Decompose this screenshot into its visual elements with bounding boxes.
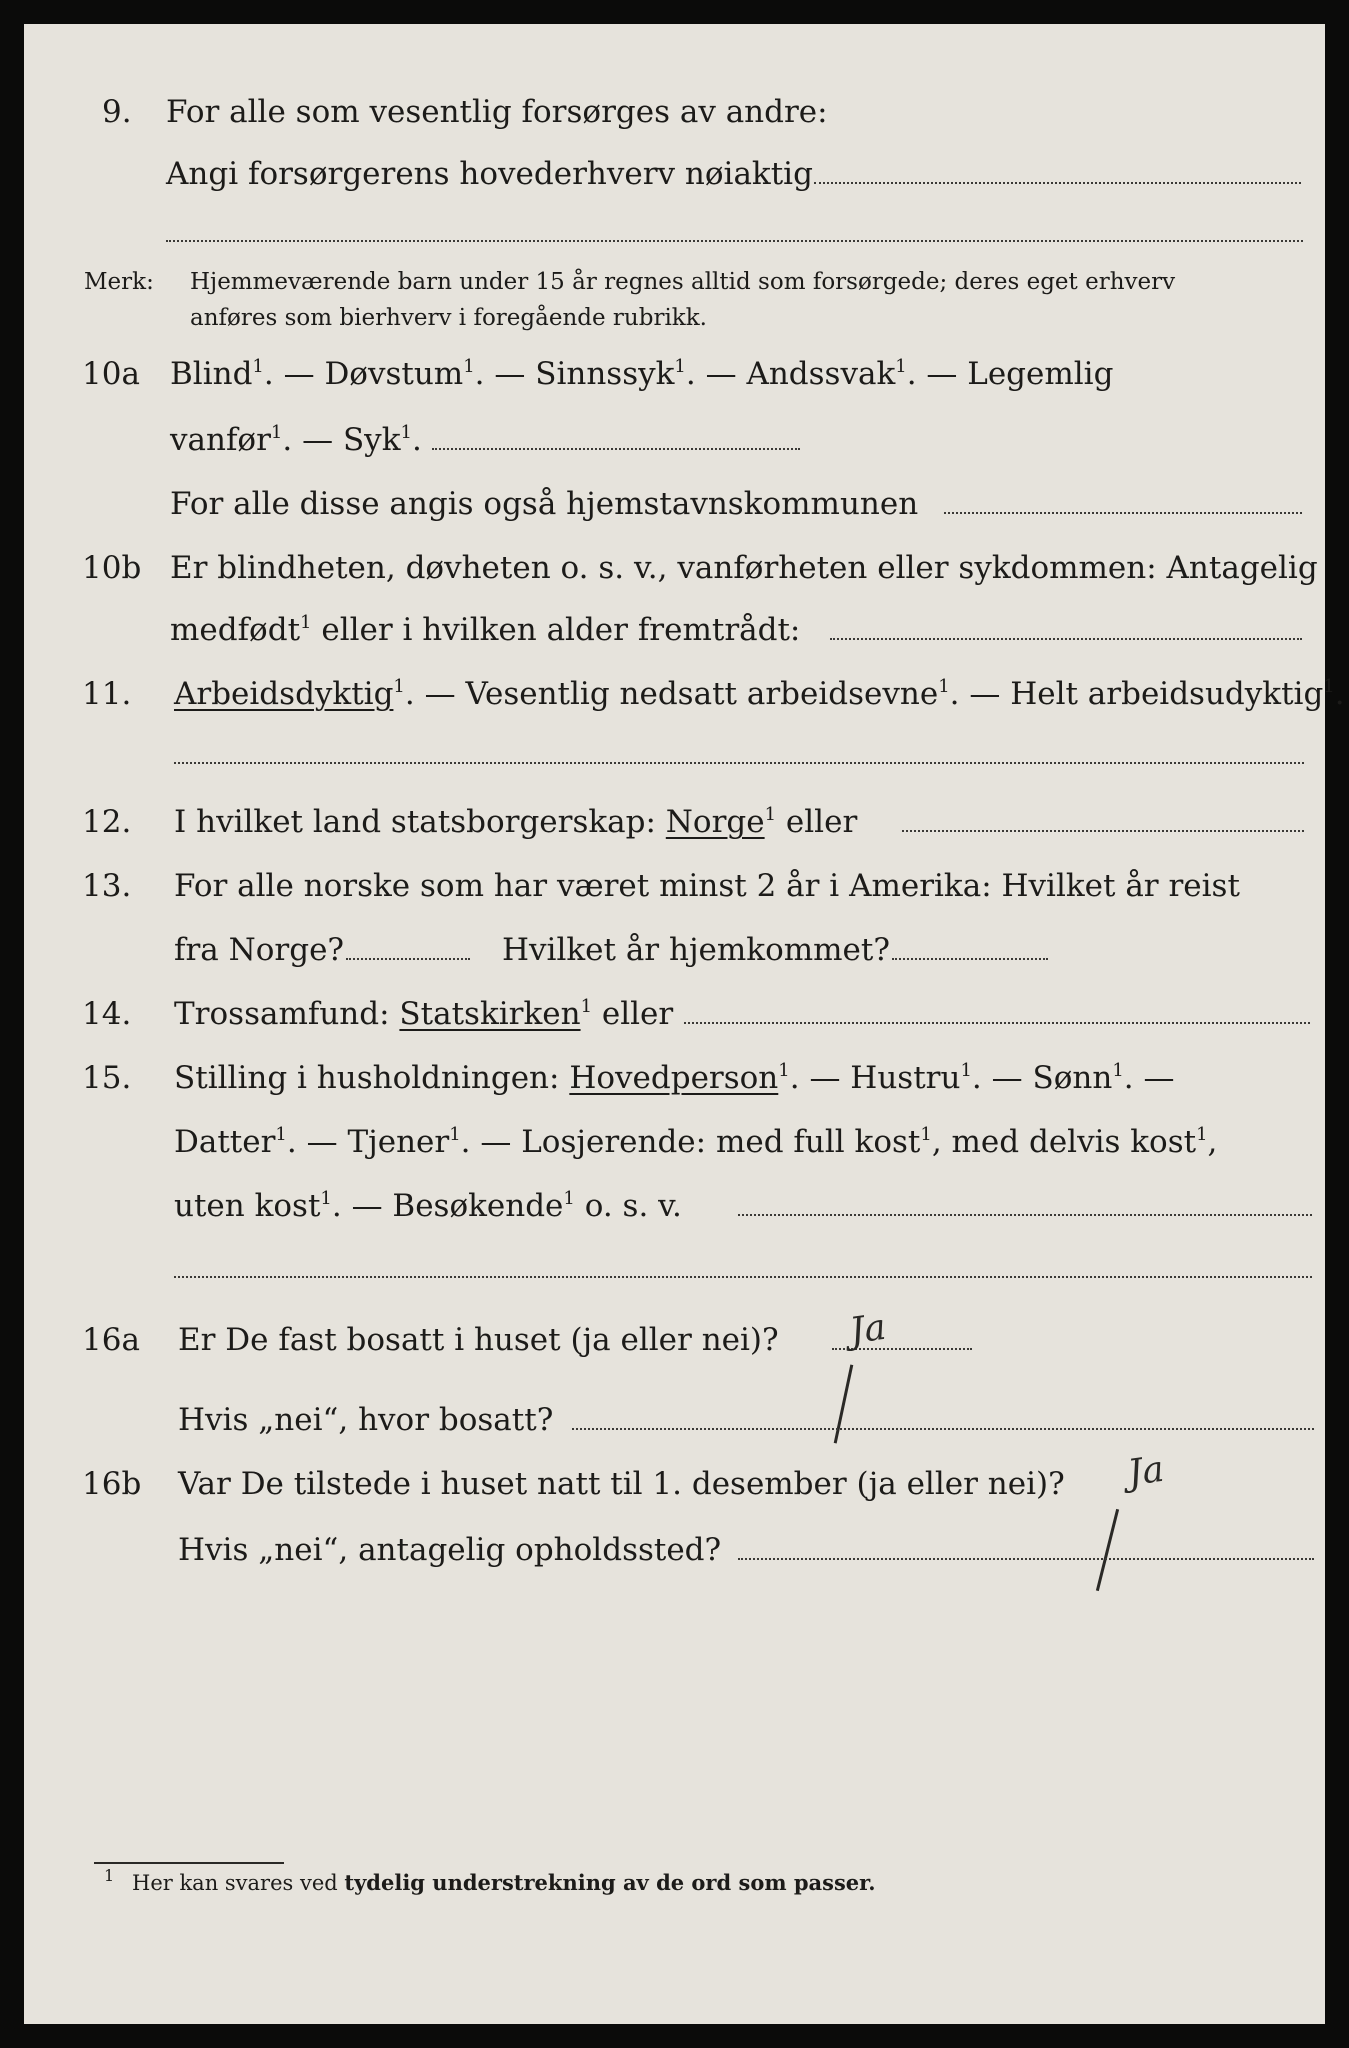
q14-number: 14. bbox=[82, 996, 132, 1032]
q10b-line2-rest: eller i hvilken alder fremtrådt: bbox=[321, 612, 801, 648]
q15-answer-field[interactable] bbox=[738, 1214, 1312, 1216]
sup-mark: 1 bbox=[1112, 1060, 1124, 1081]
q11-option-arbeidsdyktig[interactable]: Arbeidsdyktig bbox=[174, 676, 394, 712]
q15-tail: o. s. v. bbox=[584, 1188, 682, 1224]
q12-line bbox=[174, 802, 857, 842]
q15-option-full-kost[interactable]: med full kost bbox=[715, 1124, 921, 1160]
q10b-option-medfodt[interactable]: medfødt bbox=[170, 612, 301, 648]
q15-option-uten-kost[interactable]: uten kost bbox=[174, 1188, 321, 1224]
sup-mark: 1 bbox=[320, 1188, 332, 1209]
q11-option-nedsatt[interactable]: Vesentlig nedsatt arbeidsevne bbox=[465, 676, 939, 712]
footnote-mark: 1 bbox=[104, 1866, 115, 1885]
q9-line2: Angi forsørgerens hovederhverv nøiaktig bbox=[166, 156, 813, 192]
q10b-number: 10b bbox=[82, 550, 142, 586]
q15-line2: Datter$^1$. — Tjener$^1$. — Losjerende: med full kost$^1$, med delvis kost$^1$, bbox=[174, 1124, 1218, 1160]
q15-number: 15. bbox=[82, 1060, 132, 1096]
footnote bbox=[132, 1868, 876, 1898]
q15-option-hustru[interactable]: Hustru bbox=[850, 1060, 961, 1096]
footnote-text-plain: Her kan svares ved bbox=[132, 1871, 338, 1895]
q15-option-losjerende: Losjerende: bbox=[521, 1124, 707, 1160]
sup-mark: 1 bbox=[563, 1188, 575, 1209]
q13-number: 13. bbox=[82, 868, 132, 904]
q15-option-datter[interactable]: Datter bbox=[174, 1124, 276, 1160]
q16a-line1: Er De fast bosatt i huset (ja eller nei)? bbox=[178, 1322, 779, 1358]
sup-mark: 1 bbox=[960, 1060, 972, 1081]
q10a-option-dovstum[interactable]: Døvstum bbox=[324, 356, 464, 392]
q15-option-tjener[interactable]: Tjener bbox=[347, 1124, 450, 1160]
q11-answer-line[interactable] bbox=[174, 762, 1304, 764]
q16b-number: 16b bbox=[82, 1466, 142, 1502]
q12-option-norge[interactable]: Norge bbox=[665, 804, 765, 840]
q12-tail: eller bbox=[785, 804, 858, 840]
q15-option-hovedperson[interactable]: Hovedperson bbox=[569, 1060, 779, 1096]
sup-mark: 1 bbox=[1323, 676, 1335, 697]
q10a-option-legemlig[interactable]: Legemlig bbox=[967, 356, 1114, 392]
q14-tail: eller bbox=[601, 996, 674, 1032]
merk-line1: Hjemmeværende barn under 15 år regnes alltid som forsørgede; deres eget erhverv bbox=[190, 269, 1176, 295]
q10b-line1: Er blindheten, døvheten o. s. v., vanførheten eller sykdommen: Antagelig bbox=[170, 550, 1318, 586]
q15-line1: Stilling i husholdningen: Hovedperson$^1$. — Hustru$^1$. — Sønn$^1$. — bbox=[174, 1060, 1175, 1096]
q10a-number: 10a bbox=[82, 356, 140, 392]
sup-mark: 1 bbox=[1196, 1124, 1208, 1145]
sup-mark: 1 bbox=[393, 676, 405, 697]
q11-number: 11. bbox=[82, 676, 132, 712]
q14-option-statskirken[interactable]: Statskirken bbox=[399, 996, 581, 1032]
sup-mark: 1 bbox=[400, 422, 412, 443]
footnote-rule bbox=[94, 1862, 284, 1864]
q10a-line1: Blind$^1$. — Døvstum$^1$. — Sinnssyk$^1$. — Andssvak$^1$. — Legemlig bbox=[170, 356, 1114, 392]
merk-line2: anføres som bierhverv i foregående rubrikk. bbox=[190, 305, 707, 331]
q10a-option-blind[interactable]: Blind bbox=[170, 356, 253, 392]
q13-part2: Hvilket år hjemkommet? bbox=[502, 932, 890, 968]
q16a-handwritten-stroke bbox=[834, 1365, 854, 1444]
sup-mark: 1 bbox=[764, 804, 777, 825]
q16b-handwritten-stroke bbox=[1096, 1509, 1119, 1591]
q16b-handwritten-answer: Ja bbox=[1125, 1448, 1167, 1495]
q12-answer-field[interactable] bbox=[902, 830, 1304, 832]
census-form-page bbox=[24, 24, 1345, 2024]
sup-mark: 1 bbox=[580, 996, 593, 1017]
q14-line bbox=[174, 994, 673, 1034]
q10a-option-andssvak[interactable]: Andssvak bbox=[746, 356, 896, 392]
q15-text: Stilling i husholdningen: bbox=[174, 1060, 560, 1096]
sup-mark: 1 bbox=[674, 356, 686, 377]
sup-mark: 1 bbox=[449, 1124, 461, 1145]
q11-option-udyktig[interactable]: Helt arbeidsudyktig bbox=[1010, 676, 1324, 712]
q16b-line2: Hvis „nei“, antagelig opholdssted? bbox=[178, 1532, 722, 1568]
q10a-option-syk[interactable]: Syk bbox=[342, 422, 401, 458]
q12-number: 12. bbox=[82, 804, 132, 840]
sup-mark: 1 bbox=[778, 1060, 790, 1081]
sup-mark: 1 bbox=[300, 612, 312, 633]
q15-option-sonn[interactable]: Sønn bbox=[1032, 1060, 1113, 1096]
q10a-option-vanfor[interactable]: vanfør bbox=[170, 422, 271, 458]
sup-mark: 1 bbox=[938, 676, 950, 697]
q14-text: Trossamfund: bbox=[174, 996, 390, 1032]
q10a-line2: vanfør$^1$. — Syk$^1$. bbox=[170, 422, 422, 458]
q16a-line2: Hvis „nei“, hvor bosatt? bbox=[178, 1402, 554, 1438]
q9-answer-field[interactable] bbox=[814, 182, 1301, 184]
sup-mark: 1 bbox=[270, 422, 283, 443]
q16b-opholdssted-field[interactable] bbox=[738, 1558, 1314, 1560]
q9-extra-answer-line[interactable] bbox=[166, 240, 1303, 242]
q16a-number: 16a bbox=[82, 1322, 140, 1358]
q14-answer-field[interactable] bbox=[684, 1022, 1310, 1024]
q10b-alder-field[interactable] bbox=[830, 638, 1302, 640]
q10b-line2 bbox=[170, 610, 800, 650]
sup-mark: 1 bbox=[920, 1124, 932, 1145]
q12-text: I hvilket land statsborgerskap: bbox=[174, 804, 656, 840]
sup-mark: 1 bbox=[895, 356, 907, 377]
sup-mark: 1 bbox=[275, 1124, 287, 1145]
q15-option-delvis-kost[interactable]: med delvis kost bbox=[951, 1124, 1197, 1160]
q15-option-besokende[interactable]: Besøkende bbox=[392, 1188, 564, 1224]
q16a-bosatt-field[interactable] bbox=[572, 1428, 1314, 1430]
q11-line1: Arbeidsdyktig$^1$. — Vesentlig nedsatt arbeidsevne$^1$. — Helt arbeidsudyktig$^1$. bbox=[174, 676, 1345, 712]
q9-line1: For alle som vesentlig forsørges av andre: bbox=[166, 94, 828, 130]
q10a-option-sinnssyk[interactable]: Sinnssyk bbox=[535, 356, 675, 392]
q16a-handwritten-answer: Ja bbox=[847, 1306, 889, 1353]
q13-part1: fra Norge? bbox=[174, 932, 345, 968]
q10a-line3: For alle disse angis også hjemstavnskommunen bbox=[170, 486, 919, 522]
sup-mark: 1 bbox=[252, 356, 264, 377]
merk-label: Merk: bbox=[84, 269, 154, 295]
q15-line3: uten kost$^1$. — Besøkende$^1$ o. s. v. bbox=[174, 1188, 682, 1224]
q10a-hjemstavn-field[interactable] bbox=[944, 512, 1302, 514]
q10a-syk-field[interactable] bbox=[432, 448, 800, 450]
q13-hjemkommet-field[interactable] bbox=[892, 958, 1048, 960]
sup-mark: 1 bbox=[463, 356, 475, 377]
q13-reist-field[interactable] bbox=[346, 958, 470, 960]
q16b-line1: Var De tilstede i huset natt til 1. desember (ja eller nei)? bbox=[178, 1466, 1065, 1502]
q15-extra-answer-line[interactable] bbox=[174, 1276, 1312, 1278]
footnote-text-bold: tydelig understrekning av de ord som passer. bbox=[344, 1870, 876, 1895]
q13-line1: For alle norske som har været minst 2 år i Amerika: Hvilket år reist bbox=[174, 868, 1240, 904]
q9-number: 9. bbox=[102, 94, 132, 130]
